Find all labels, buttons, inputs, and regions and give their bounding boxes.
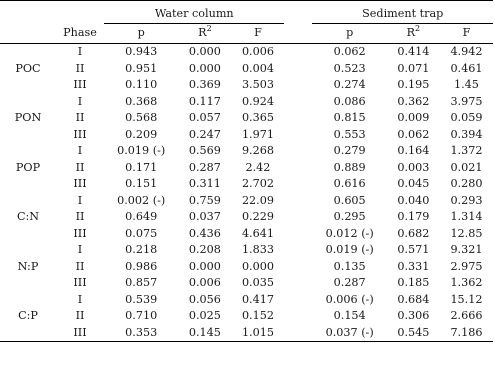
water-r2-cell: 0.247 xyxy=(188,127,221,141)
column-gap xyxy=(284,61,312,78)
phase-column-header: Phase xyxy=(63,25,97,39)
water-f-cell: 9.268 xyxy=(241,144,274,157)
phase-cell: II xyxy=(75,309,85,322)
trap-r2-cell: 0.331 xyxy=(397,259,430,273)
phase-cell: III xyxy=(73,276,87,289)
water-p-cell: 0.368 xyxy=(125,94,158,108)
phase-cell: I xyxy=(77,193,83,207)
column-gap xyxy=(284,110,312,127)
variable-cell xyxy=(0,242,56,259)
header-gap xyxy=(284,1,312,24)
water-f-cell: 0.417 xyxy=(241,292,274,306)
trap-r2-cell: 0.062 xyxy=(397,127,430,141)
trap-f-cell: 0.293 xyxy=(450,193,483,207)
phase-cell: III xyxy=(73,127,87,141)
column-gap xyxy=(284,44,312,61)
trap-r2-cell: 0.545 xyxy=(387,325,440,342)
table-row xyxy=(0,61,493,78)
trap-r2-cell: 0.071 xyxy=(397,61,430,75)
variable-cell xyxy=(0,77,56,94)
trap-p-cell: 0.295 xyxy=(333,210,366,223)
trap-f-cell: 1.372 xyxy=(450,144,483,157)
water-p-cell: 0.218 xyxy=(125,243,158,256)
trap-r2-cell: 0.682 xyxy=(397,226,430,240)
trap-f-cell: 1.314 xyxy=(450,210,483,223)
water-r2-cell: 0.000 xyxy=(188,259,221,273)
trap-f-header: F xyxy=(462,26,471,39)
table-row xyxy=(0,160,493,177)
water-f-cell: 0.035 xyxy=(241,276,274,289)
header-column-row xyxy=(0,24,493,44)
water-p-cell: 0.075 xyxy=(125,226,158,240)
water-f-cell: 1.015 xyxy=(231,325,284,342)
phase-cell: I xyxy=(77,243,83,256)
table-row xyxy=(0,242,493,259)
trap-f-cell: 0.021 xyxy=(450,160,483,174)
water-f-cell: 2.42 xyxy=(245,160,271,174)
water-p-cell: 0.710 xyxy=(125,309,158,322)
phase-cell: III xyxy=(73,177,87,190)
table-row xyxy=(0,226,493,243)
column-gap xyxy=(284,242,312,259)
variable-cell: POP xyxy=(15,160,41,174)
table-row xyxy=(0,44,493,61)
water-r2-cell: 0.369 xyxy=(188,78,221,91)
trap-p-cell: 0.037 (-) xyxy=(312,325,386,342)
water-r2-cell: 0.117 xyxy=(188,94,221,108)
table-row xyxy=(0,94,493,111)
table-row xyxy=(0,176,493,193)
water-p-cell: 0.002 (-) xyxy=(117,193,166,207)
variable-column-header xyxy=(0,24,56,44)
trap-p-cell: 0.815 xyxy=(333,111,366,124)
variable-cell: POC xyxy=(15,61,41,75)
column-gap xyxy=(284,226,312,243)
trap-p-header: p xyxy=(346,26,354,39)
water-f-cell: 3.503 xyxy=(241,78,274,91)
table-row xyxy=(0,127,493,144)
trap-f-cell: 4.942 xyxy=(440,44,493,61)
water-r2-header xyxy=(178,24,231,44)
water-f-cell: 0.004 xyxy=(241,61,274,75)
column-gap xyxy=(284,77,312,94)
trap-r2-cell: 0.040 xyxy=(397,193,430,207)
column-gap xyxy=(284,308,312,325)
water-r2-cell: 0.311 xyxy=(188,177,221,190)
trap-p-cell: 0.012 (-) xyxy=(325,226,374,240)
trap-f-cell: 2.666 xyxy=(450,309,483,322)
water-f-cell: 0.229 xyxy=(241,210,274,223)
empty-corner-phase xyxy=(56,1,104,24)
water-f-cell: 0.000 xyxy=(241,259,274,273)
phase-cell: III xyxy=(56,325,104,342)
phase-cell: II xyxy=(75,160,85,174)
variable-cell xyxy=(0,94,56,111)
trap-p-cell: 0.605 xyxy=(333,193,366,207)
water-r2-cell: 0.025 xyxy=(188,309,221,322)
water-r2-cell: 0.569 xyxy=(188,144,221,157)
water-f-cell: 1.971 xyxy=(241,127,274,141)
water-p-cell: 0.857 xyxy=(125,276,158,289)
phase-cell: III xyxy=(73,226,87,240)
column-gap xyxy=(284,143,312,160)
water-f-cell: 0.152 xyxy=(241,309,274,322)
column-gap xyxy=(284,160,312,177)
trap-f-cell: 0.059 xyxy=(450,111,483,124)
table-row xyxy=(0,259,493,276)
phase-cell: II xyxy=(75,111,85,124)
column-gap xyxy=(284,292,312,309)
trap-f-cell: 12.85 xyxy=(450,226,483,240)
variable-cell xyxy=(0,226,56,243)
variable-cell xyxy=(0,193,56,210)
r-superscript: 2 xyxy=(206,24,212,33)
phase-cell: I xyxy=(77,292,83,306)
column-gap xyxy=(284,259,312,276)
column-gap xyxy=(284,176,312,193)
trap-r2-cell: 0.003 xyxy=(397,160,430,174)
water-p-cell: 0.151 xyxy=(125,177,158,190)
trap-r2-cell: 0.179 xyxy=(397,210,430,223)
variable-cell xyxy=(0,176,56,193)
water-p-cell: 0.986 xyxy=(125,259,158,273)
trap-r2-cell: 0.684 xyxy=(397,292,430,306)
trap-r2-header xyxy=(387,24,440,44)
trap-p-cell: 0.616 xyxy=(333,177,366,190)
trap-f-cell: 9.321 xyxy=(450,243,483,256)
phase-cell: I xyxy=(77,144,83,157)
water-r2-cell: 0.000 xyxy=(178,44,231,61)
water-r2-cell: 0.006 xyxy=(188,276,221,289)
water-r2-cell: 0.287 xyxy=(188,160,221,174)
column-gap xyxy=(284,127,312,144)
empty-corner xyxy=(0,1,56,24)
r-label: R xyxy=(406,26,416,39)
trap-f-cell: 3.975 xyxy=(450,94,483,108)
variable-cell: N:P xyxy=(17,259,39,273)
variable-cell: C:P xyxy=(18,309,38,322)
trap-p-cell: 0.154 xyxy=(333,309,366,322)
water-r2-cell: 0.037 xyxy=(188,210,221,223)
trap-p-cell: 0.062 xyxy=(312,44,386,61)
column-gap xyxy=(284,209,312,226)
trap-f-cell: 0.461 xyxy=(450,61,483,75)
phase-cell: I xyxy=(77,94,83,108)
trap-r2-cell: 0.185 xyxy=(397,276,430,289)
table-row xyxy=(0,308,493,325)
trap-p-cell: 0.523 xyxy=(333,61,366,75)
variable-cell xyxy=(0,292,56,309)
trap-r2-cell: 0.045 xyxy=(397,177,430,190)
column-gap xyxy=(284,193,312,210)
trap-f-cell: 2.975 xyxy=(450,259,483,273)
water-f-cell: 22.09 xyxy=(241,193,274,207)
phase-cell: I xyxy=(56,44,104,61)
table-body xyxy=(0,44,493,342)
column-gap xyxy=(284,94,312,111)
water-p-cell: 0.649 xyxy=(125,210,158,223)
trap-p-cell: 0.279 xyxy=(333,144,366,157)
water-p-cell: 0.019 (-) xyxy=(117,144,166,157)
trap-r2-cell: 0.195 xyxy=(397,78,430,91)
trap-f-cell: 7.186 xyxy=(440,325,493,342)
trap-f-cell: 0.394 xyxy=(450,127,483,141)
water-f-cell: 0.365 xyxy=(241,111,274,124)
trap-p-cell: 0.019 (-) xyxy=(325,243,374,256)
water-r2-cell: 0.057 xyxy=(188,111,221,124)
water-r2-cell: 0.056 xyxy=(188,292,221,306)
table-row xyxy=(0,275,493,292)
trap-p-cell: 0.553 xyxy=(333,127,366,141)
water-f-header: F xyxy=(254,26,262,39)
variable-cell xyxy=(0,127,56,144)
trap-r2-cell: 0.164 xyxy=(397,144,430,157)
table-row xyxy=(0,110,493,127)
water-p-cell: 0.943 xyxy=(104,44,178,61)
variable-cell xyxy=(0,143,56,160)
water-r2-cell: 0.436 xyxy=(188,226,221,240)
trap-r2-cell: 0.571 xyxy=(397,243,430,256)
trap-f-cell: 0.280 xyxy=(450,177,483,190)
column-gap xyxy=(284,275,312,292)
water-p-cell: 0.353 xyxy=(104,325,178,342)
phase-cell: II xyxy=(75,210,85,223)
water-p-cell: 0.951 xyxy=(125,61,158,75)
water-p-cell: 0.568 xyxy=(125,111,158,124)
trap-p-cell: 0.287 xyxy=(333,276,366,289)
water-r2-cell: 0.759 xyxy=(188,193,221,207)
water-f-cell: 4.641 xyxy=(241,226,274,240)
trap-p-cell: 0.086 xyxy=(333,94,366,108)
trap-r2-cell: 0.009 xyxy=(397,111,430,124)
water-r2-cell: 0.000 xyxy=(188,61,221,75)
trap-f-cell: 1.45 xyxy=(453,78,479,91)
sediment-trap-header: Sediment trap xyxy=(312,1,493,24)
water-p-cell: 0.539 xyxy=(125,292,158,306)
water-p-cell: 0.209 xyxy=(125,127,158,141)
trap-p-cell: 0.135 xyxy=(333,259,366,273)
water-f-cell: 0.924 xyxy=(241,94,274,108)
table-row xyxy=(0,209,493,226)
water-f-cell: 2.702 xyxy=(241,177,274,190)
phase-cell: II xyxy=(75,259,85,273)
trap-r2-cell: 0.414 xyxy=(387,44,440,61)
variable-cell xyxy=(0,44,56,61)
water-f-cell: 0.006 xyxy=(231,44,284,61)
trap-r2-cell: 0.306 xyxy=(397,309,430,322)
trap-f-cell: 15.12 xyxy=(450,292,483,306)
water-f-cell: 1.833 xyxy=(241,243,274,256)
water-p-cell: 0.171 xyxy=(125,160,158,174)
trap-p-cell: 0.889 xyxy=(333,160,366,174)
phase-cell: III xyxy=(73,78,87,91)
variable-cell: PON xyxy=(14,111,42,124)
header-gap xyxy=(284,24,312,44)
water-r2-cell: 0.145 xyxy=(178,325,231,342)
column-gap xyxy=(284,325,312,342)
header-group-row xyxy=(0,1,493,24)
table-row xyxy=(0,143,493,160)
table-row xyxy=(0,193,493,210)
variable-cell: C:N xyxy=(16,210,40,223)
r-superscript: 2 xyxy=(415,24,421,33)
table-row xyxy=(0,292,493,309)
water-r2-cell: 0.208 xyxy=(188,243,221,256)
variable-cell xyxy=(0,325,56,342)
trap-p-cell: 0.006 (-) xyxy=(325,292,374,306)
r-label: R xyxy=(198,26,207,39)
water-column-header: Water column xyxy=(104,1,284,24)
water-p-cell: 0.110 xyxy=(125,78,158,91)
trap-f-cell: 1.362 xyxy=(450,276,483,289)
table-row xyxy=(0,77,493,94)
water-p-header: p xyxy=(137,26,145,39)
phase-cell: II xyxy=(75,61,85,75)
table-row xyxy=(0,325,493,342)
trap-p-cell: 0.274 xyxy=(333,78,366,91)
trap-r2-cell: 0.362 xyxy=(397,94,430,108)
variable-cell xyxy=(0,275,56,292)
